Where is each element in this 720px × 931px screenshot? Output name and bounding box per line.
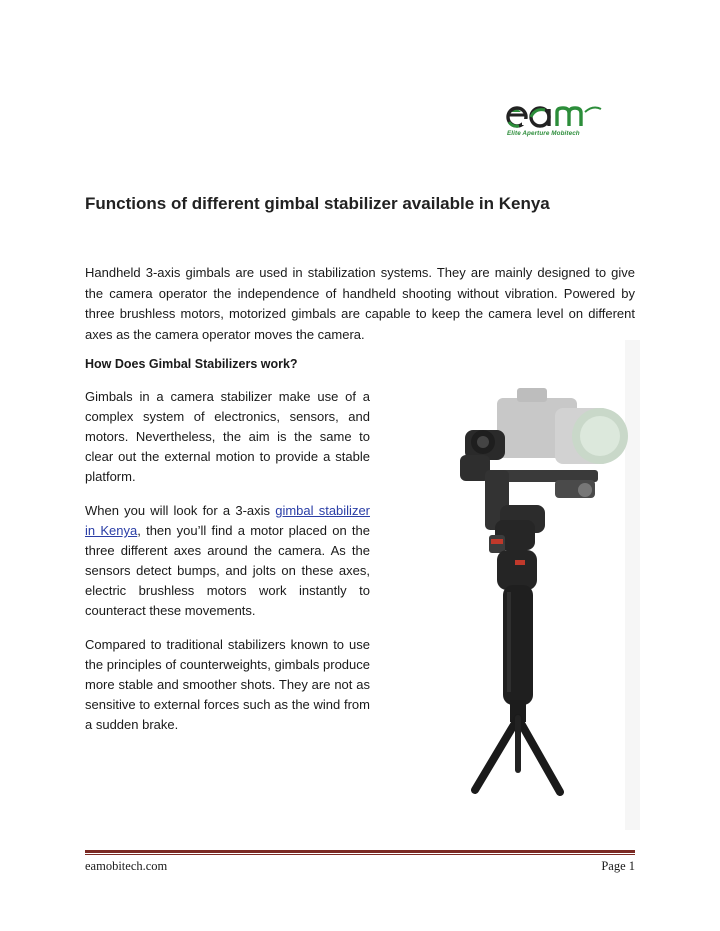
- paragraph-3-axis-rest: , then you’ll find a motor placed on the three different axes around the camera. As the sensors detect bumps, and jolts on these axes, electric brushless motors work instantly to counteract these movements.: [85, 523, 370, 618]
- footer-divider: [85, 850, 635, 853]
- paragraph-3-axis-lead: When you will look for a 3-axis: [85, 503, 276, 518]
- gimbal-stabilizer-link[interactable]: gimbal stabilizer in Kenya: [85, 503, 370, 538]
- body-column: [85, 387, 370, 749]
- footer-page-number: Page 1: [601, 859, 635, 873]
- section-heading: How Does Gimbal Stabilizers work?: [85, 357, 298, 371]
- eam-logo: [505, 100, 605, 142]
- paragraph-gimbals: Gimbals in a camera stabilizer make use of a complex system of electronics, sensors, and motors. Nevertheless, the aim is the same to clear out the external motion to provide a stable platform.: [85, 389, 370, 484]
- footer-divider-thin: [85, 854, 635, 855]
- intro-paragraph: Handheld 3-axis gimbals are used in stabilization systems. They are mainly designed to give the camera operator the independence of handheld shooting without vibration. Powered by three brushless motors, motorized gimbals are capable to keep the camera level on different axes as the camera operator moves the camera.: [85, 265, 635, 342]
- footer-site: eamobitech.com: [85, 859, 168, 873]
- paragraph-3-axis: [85, 501, 370, 621]
- logo-tagline: Elite Aperture Mobitech: [507, 130, 580, 137]
- eam-logo-mark: [505, 100, 605, 130]
- gimbal-illustration: [405, 330, 640, 840]
- gimbal-product-image: [405, 330, 640, 840]
- document-title: Functions of different gimbal stabilizer available in Kenya: [85, 194, 550, 213]
- paragraph-comparison: Compared to traditional stabilizers known to use the principles of counterweights, gimbals produce more stable and smoother shots. They are not as sensitive to external forces such as the wind from a sudden brake.: [85, 637, 370, 732]
